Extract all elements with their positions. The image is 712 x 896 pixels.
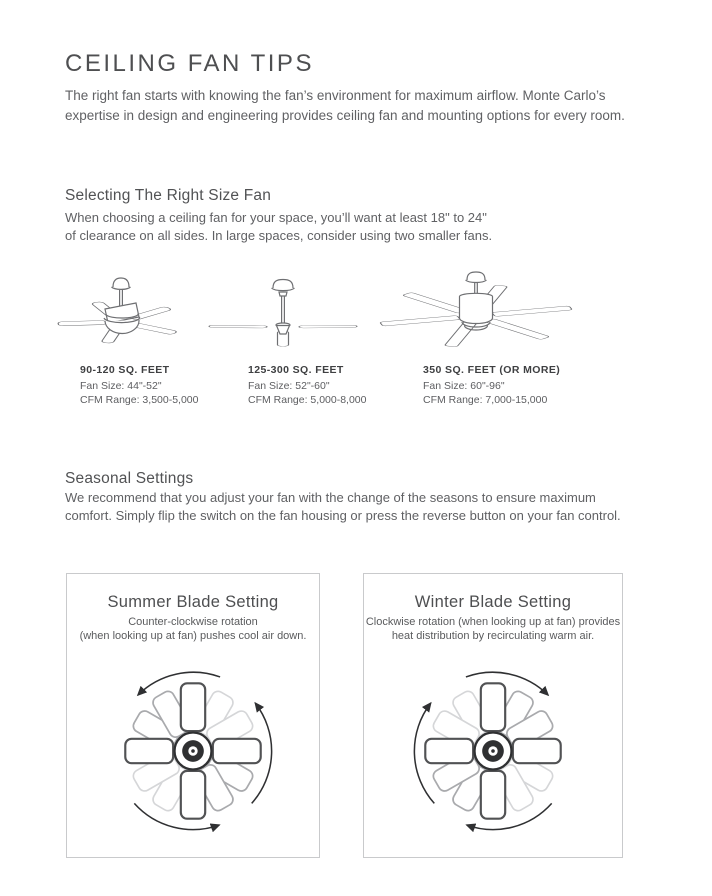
sizing-section-heading: Selecting The Right Size Fan (65, 187, 272, 204)
sizing-body-line-2: of clearance on all sides. In large spaces, consider using two smaller fans. (65, 228, 493, 243)
seasonal-section-body (65, 489, 665, 525)
size-option-cfm: CFM Range: 3,500-5,000 (80, 393, 199, 406)
size-option-fan-size: Fan Size: 44"-52" (80, 380, 162, 392)
fan-canopy (112, 278, 131, 306)
winter-card-description (364, 616, 622, 643)
size-option-large (423, 364, 560, 407)
winter-desc-line-1: Clockwise rotation (when looking up at fan) provides (365, 616, 621, 628)
summer-desc-line-2: (when looking up at fan) pushes cool air down. (79, 629, 307, 642)
small-fan-illustration (53, 276, 193, 352)
large-fan-illustration (378, 271, 582, 367)
intro-paragraph (65, 86, 695, 125)
summer-card-title: Summer Blade Setting (107, 593, 279, 611)
fan-motor (104, 303, 140, 334)
size-option-fan-size: Fan Size: 52"-60" (248, 380, 330, 392)
summer-blade-setting-card (66, 573, 320, 858)
size-option-cfm: CFM Range: 7,000-15,000 (423, 393, 548, 406)
summer-rotation-diagram (100, 658, 286, 844)
size-option-area: 90-120 SQ. FEET (80, 364, 170, 376)
size-option-medium (248, 364, 366, 407)
intro-line-2: expertise in design and engineering provides ceiling fan and mounting options for every room. (65, 107, 625, 123)
winter-card-title: Winter Blade Setting (414, 593, 572, 611)
fan-hub (474, 732, 511, 769)
size-option-small (80, 364, 198, 407)
intro-line-1: The right fan starts with knowing the fan’s environment for maximum airflow. Monte Carlo’s (65, 88, 606, 103)
seasonal-body-line-2: comfort. Simply flip the switch on the fan housing or press the reverse button on your fan control. (65, 508, 621, 523)
size-option-area: 125-300 SQ. FEET (248, 364, 344, 376)
size-option-cfm: CFM Range: 5,000-8,000 (248, 393, 367, 406)
winter-rotation-diagram (400, 658, 586, 844)
summer-card-description (67, 616, 319, 643)
page-title: CEILING FAN TIPS (65, 50, 314, 77)
medium-fan-illustration (205, 278, 370, 350)
sizing-body-line-1: When choosing a ceiling fan for your space, you’ll want at least 18" to 24" (65, 210, 487, 225)
fan-canopy (466, 272, 487, 294)
winter-desc-line-2: heat distribution by recirculating warm air. (391, 629, 595, 642)
sizing-section-body (65, 209, 625, 245)
seasonal-section-heading: Seasonal Settings (65, 470, 194, 487)
size-option-fan-size: Fan Size: 60"-96" (423, 380, 505, 392)
seasonal-body-line-1: We recommend that you adjust your fan with the change of the seasons to ensure maximum (65, 490, 596, 505)
fan-canopy (272, 280, 295, 324)
winter-blade-setting-card (363, 573, 623, 858)
fan-hub (174, 732, 211, 769)
size-option-area: 350 SQ. FEET (OR MORE) (423, 364, 561, 376)
summer-desc-line-1: Counter-clockwise rotation (128, 616, 258, 628)
